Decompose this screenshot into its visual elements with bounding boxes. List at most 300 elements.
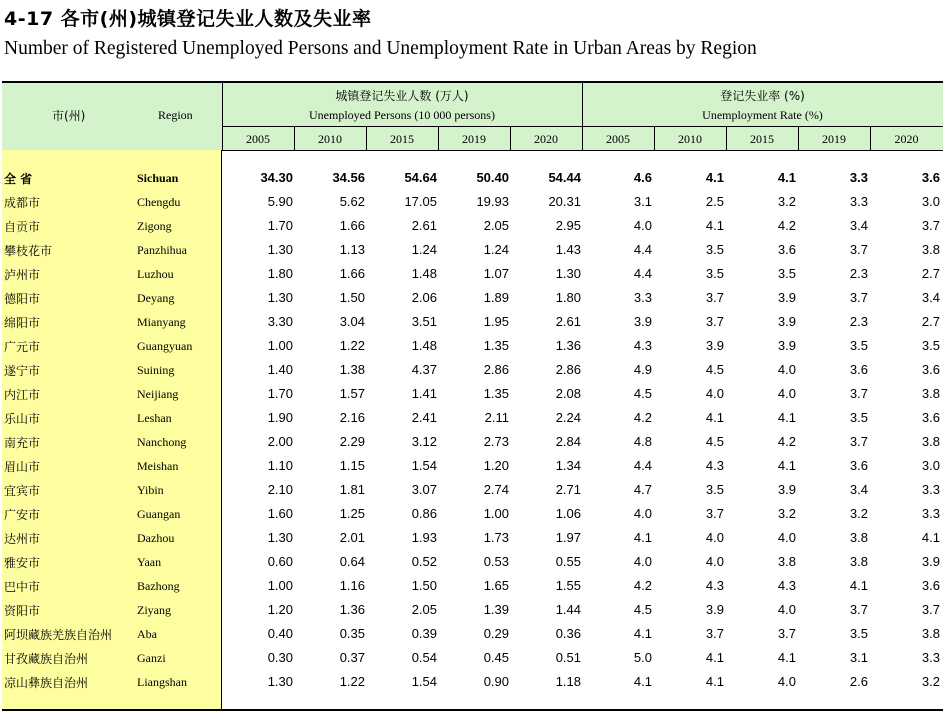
region-name-cn: 乐山市 <box>4 412 41 426</box>
unemployed-persons-cell: 1.36 <box>555 338 581 353</box>
table-row <box>0 286 943 310</box>
region-name-cn: 绵阳市 <box>4 316 41 330</box>
total-row <box>0 166 943 190</box>
unemployment-rate-cell: 4.0 <box>705 386 724 401</box>
region-name-en: Guangan <box>137 507 181 521</box>
unemployment-rate-cell: 3.7 <box>849 242 868 257</box>
unemployed-persons-cell: 0.90 <box>483 674 509 689</box>
unemployed-persons-cell: 54.64 <box>404 170 437 185</box>
unemployed-persons-cell: 2.61 <box>411 218 437 233</box>
unemployed-persons-cell: 1.25 <box>339 506 365 521</box>
unemployment-rate-cell: 4.0 <box>777 530 796 545</box>
unemployment-rate-cell: 4.0 <box>777 362 796 377</box>
unemployment-rate-cell: 4.5 <box>633 386 652 401</box>
unemployment-rate-cell: 3.7 <box>705 290 724 305</box>
year-divider <box>294 126 295 150</box>
unemployment-rate-cell: 3.6 <box>921 362 940 377</box>
unemployment-rate-cell: 2.5 <box>705 194 724 209</box>
bottom-rule <box>2 709 943 711</box>
unemployment-rate-cell: 3.9 <box>921 554 940 569</box>
unemployment-rate-cell: 4.4 <box>633 266 652 281</box>
table-row <box>0 262 943 286</box>
unemployment-rate-cell: 3.9 <box>777 482 796 497</box>
unemployed-persons-cell: 0.60 <box>267 554 293 569</box>
unemployed-persons-cell: 0.30 <box>267 650 293 665</box>
unemployment-rate-cell: 3.9 <box>777 314 796 329</box>
region-name-en: Ganzi <box>137 651 166 665</box>
unemployment-rate-cell: 3.5 <box>705 242 724 257</box>
unemployment-rate-cell: 3.5 <box>849 410 868 425</box>
unemployment-rate-cell: 4.1 <box>921 530 940 545</box>
unemployed-persons-cell: 2.61 <box>555 314 581 329</box>
unemployed-persons-cell: 2.05 <box>483 218 509 233</box>
unemployment-rate-cell: 4.0 <box>705 530 724 545</box>
unemployment-rate-cell: 4.0 <box>777 602 796 617</box>
table-title-cn: 4-17 各市(州)城镇登记失业人数及失业率 <box>4 8 372 30</box>
table-row <box>0 622 943 646</box>
unemployment-rate-cell: 4.6 <box>633 170 652 185</box>
unemployment-rate-cell: 4.3 <box>777 578 796 593</box>
unemployed-persons-cell: 1.60 <box>267 506 293 521</box>
unemployed-persons-cell: 5.62 <box>339 194 365 209</box>
region-name-cn: 自贡市 <box>4 220 41 234</box>
unemployed-persons-cell: 1.50 <box>339 290 365 305</box>
header-year: 2010 <box>678 132 702 146</box>
unemployment-rate-cell: 3.6 <box>777 242 796 257</box>
region-name-cn: 凉山彝族自治州 <box>4 676 89 690</box>
unemployed-persons-cell: 2.00 <box>267 434 293 449</box>
unemployed-persons-cell: 0.64 <box>339 554 365 569</box>
unemployed-persons-cell: 3.51 <box>411 314 437 329</box>
unemployment-rate-cell: 4.0 <box>633 506 652 521</box>
unemployment-rate-cell: 3.5 <box>921 338 940 353</box>
unemployed-persons-cell: 1.34 <box>555 458 581 473</box>
unemployed-persons-cell: 3.12 <box>411 434 437 449</box>
unemployed-persons-cell: 1.70 <box>267 386 293 401</box>
unemployment-rate-cell: 3.8 <box>921 434 940 449</box>
unemployed-persons-cell: 2.86 <box>483 362 509 377</box>
unemployment-rate-cell: 4.1 <box>777 170 796 185</box>
unemployment-rate-cell: 3.7 <box>921 218 940 233</box>
unemployment-rate-cell: 3.6 <box>849 362 868 377</box>
unemployed-persons-cell: 0.86 <box>411 506 437 521</box>
unemployed-persons-cell: 1.35 <box>483 338 509 353</box>
region-name-en: Suining <box>137 363 175 377</box>
unemployment-rate-cell: 3.8 <box>921 242 940 257</box>
unemployment-rate-cell: 3.3 <box>849 194 868 209</box>
unemployed-persons-cell: 2.86 <box>555 362 581 377</box>
unemployment-rate-cell: 5.0 <box>633 650 652 665</box>
region-name-cn: 遂宁市 <box>4 364 41 378</box>
region-name-cn: 宜宾市 <box>4 484 41 498</box>
table-row <box>0 214 943 238</box>
region-name-en: Meishan <box>137 459 179 473</box>
unemployment-rate-cell: 4.9 <box>633 362 652 377</box>
table-row <box>0 478 943 502</box>
unemployment-rate-cell: 3.9 <box>633 314 652 329</box>
unemployed-persons-cell: 1.30 <box>267 674 293 689</box>
unemployed-persons-cell: 2.71 <box>555 482 581 497</box>
table-row <box>0 574 943 598</box>
unemployment-rate-cell: 4.2 <box>633 578 652 593</box>
unemployed-persons-cell: 3.30 <box>267 314 293 329</box>
year-divider <box>366 126 367 150</box>
unemployed-persons-cell: 0.29 <box>483 626 509 641</box>
unemployed-persons-cell: 1.15 <box>339 458 365 473</box>
unemployed-persons-cell: 1.35 <box>483 386 509 401</box>
unemployment-rate-cell: 3.7 <box>705 626 724 641</box>
header-persons-en: Unemployed Persons (10 000 persons) <box>309 108 495 122</box>
unemployed-persons-cell: 20.31 <box>548 194 581 209</box>
unemployed-persons-cell: 2.06 <box>411 290 437 305</box>
unemployment-rate-cell: 3.3 <box>921 482 940 497</box>
region-name-en: Guangyuan <box>137 339 193 353</box>
unemployed-persons-cell: 0.40 <box>267 626 293 641</box>
header-rate-en: Unemployment Rate (%) <box>702 108 823 122</box>
unemployment-rate-cell: 3.9 <box>777 338 796 353</box>
unemployment-rate-cell: 3.7 <box>849 434 868 449</box>
region-name-en: Luzhou <box>137 267 174 281</box>
unemployment-rate-cell: 3.4 <box>849 218 868 233</box>
region-name-cn: 内江市 <box>4 388 41 402</box>
unemployment-rate-cell: 4.7 <box>633 482 652 497</box>
unemployed-persons-cell: 1.38 <box>339 362 365 377</box>
unemployment-rate-cell: 2.3 <box>849 314 868 329</box>
unemployed-persons-cell: 1.00 <box>267 578 293 593</box>
unemployment-rate-cell: 4.1 <box>705 218 724 233</box>
unemployment-rate-cell: 3.2 <box>849 506 868 521</box>
region-name-en: Nanchong <box>137 435 187 449</box>
unemployed-persons-cell: 54.44 <box>548 170 581 185</box>
unemployed-persons-cell: 3.04 <box>339 314 365 329</box>
unemployed-persons-cell: 1.40 <box>267 362 293 377</box>
unemployment-rate-cell: 4.5 <box>633 602 652 617</box>
unemployed-persons-cell: 1.55 <box>555 578 581 593</box>
unemployment-rate-cell: 2.3 <box>849 266 868 281</box>
unemployment-rate-cell: 3.6 <box>921 578 940 593</box>
table-row <box>0 526 943 550</box>
unemployment-rate-cell: 3.7 <box>849 386 868 401</box>
unemployment-rate-cell: 4.1 <box>633 530 652 545</box>
unemployed-persons-cell: 1.24 <box>411 242 437 257</box>
region-name-en: Yaan <box>137 555 162 569</box>
unemployment-rate-cell: 2.7 <box>921 314 940 329</box>
region-name-en: Zigong <box>137 219 172 233</box>
unemployment-rate-cell: 3.5 <box>849 338 868 353</box>
unemployment-rate-cell: 3.3 <box>921 506 940 521</box>
unemployed-persons-cell: 2.05 <box>411 602 437 617</box>
region-name-cn: 南充市 <box>4 436 41 450</box>
unemployment-rate-cell: 3.5 <box>777 266 796 281</box>
unemployed-persons-cell: 34.56 <box>332 170 365 185</box>
unemployed-persons-cell: 1.70 <box>267 218 293 233</box>
unemployed-persons-cell: 2.11 <box>484 410 509 425</box>
unemployed-persons-cell: 1.80 <box>267 266 293 281</box>
region-name-en: Ziyang <box>137 603 171 617</box>
region-name-cn: 攀枝花市 <box>4 244 53 258</box>
unemployed-persons-cell: 1.57 <box>339 386 365 401</box>
unemployment-rate-cell: 4.0 <box>633 554 652 569</box>
unemployment-rate-cell: 3.8 <box>849 530 868 545</box>
unemployed-persons-cell: 1.41 <box>411 386 437 401</box>
header-year: 2005 <box>606 132 630 146</box>
region-name-cn: 甘孜藏族自治州 <box>4 652 89 666</box>
unemployed-persons-cell: 2.08 <box>555 386 581 401</box>
unemployed-persons-cell: 0.35 <box>339 626 365 641</box>
unemployment-rate-cell: 4.3 <box>705 458 724 473</box>
unemployment-rate-cell: 3.2 <box>921 674 940 689</box>
unemployment-rate-cell: 3.0 <box>921 458 940 473</box>
unemployment-rate-cell: 3.9 <box>705 338 724 353</box>
unemployed-persons-cell: 1.30 <box>267 530 293 545</box>
header-year: 2020 <box>894 132 919 146</box>
unemployment-rate-cell: 4.5 <box>705 434 724 449</box>
unemployment-rate-cell: 4.4 <box>633 458 652 473</box>
unemployed-persons-cell: 0.52 <box>411 554 437 569</box>
unemployed-persons-cell: 19.93 <box>476 194 509 209</box>
unemployed-persons-cell: 1.06 <box>555 506 581 521</box>
unemployed-persons-cell: 1.48 <box>411 338 437 353</box>
header-region-en: Region <box>158 108 193 122</box>
table-row <box>0 550 943 574</box>
unemployment-rate-cell: 3.8 <box>777 554 796 569</box>
unemployed-persons-cell: 2.73 <box>483 434 509 449</box>
table-row <box>0 190 943 214</box>
unemployed-persons-cell: 2.84 <box>555 434 581 449</box>
unemployment-rate-cell: 4.0 <box>633 218 652 233</box>
unemployed-persons-cell: 1.48 <box>411 266 437 281</box>
unemployed-persons-cell: 1.43 <box>555 242 581 257</box>
unemployment-rate-cell: 4.0 <box>777 674 796 689</box>
unemployed-persons-cell: 1.66 <box>339 266 365 281</box>
unemployment-rate-cell: 4.2 <box>777 218 796 233</box>
table-header <box>2 83 943 150</box>
unemployed-persons-cell: 2.29 <box>339 434 365 449</box>
unemployed-persons-cell: 1.89 <box>483 290 509 305</box>
unemployment-rate-cell: 4.1 <box>705 170 724 185</box>
unemployed-persons-cell: 1.13 <box>339 242 365 257</box>
unemployed-persons-cell: 1.66 <box>339 218 365 233</box>
region-name-en: Liangshan <box>137 675 187 689</box>
unemployed-persons-cell: 2.10 <box>267 482 293 497</box>
unemployment-rate-cell: 4.2 <box>777 434 796 449</box>
region-name-cn: 泸州市 <box>4 268 41 282</box>
unemployment-rate-cell: 4.1 <box>705 674 724 689</box>
unemployment-rate-cell: 3.9 <box>705 602 724 617</box>
unemployment-rate-cell: 3.4 <box>921 290 940 305</box>
unemployed-persons-cell: 1.54 <box>411 674 437 689</box>
unemployed-persons-cell: 1.16 <box>339 578 365 593</box>
unemployment-rate-cell: 3.7 <box>849 602 868 617</box>
region-name-en: Yibin <box>137 483 164 497</box>
table-row <box>0 238 943 262</box>
unemployed-persons-cell: 17.05 <box>404 194 437 209</box>
unemployed-persons-cell: 1.90 <box>267 410 293 425</box>
unemployment-rate-cell: 3.7 <box>921 602 940 617</box>
unemployment-rate-cell: 3.3 <box>921 650 940 665</box>
year-divider <box>510 126 511 150</box>
region-name-cn: 广元市 <box>4 340 41 354</box>
unemployment-rate-cell: 4.0 <box>777 386 796 401</box>
region-name-en: Dazhou <box>137 531 175 545</box>
unemployment-rate-cell: 3.5 <box>849 626 868 641</box>
unemployment-rate-cell: 4.5 <box>705 362 724 377</box>
unemployed-persons-cell: 2.16 <box>339 410 365 425</box>
header-year: 2020 <box>534 132 558 146</box>
header-year: 2015 <box>390 132 414 146</box>
unemployed-persons-cell: 0.55 <box>555 554 581 569</box>
unemployed-persons-cell: 2.41 <box>411 410 437 425</box>
table-row <box>0 430 943 454</box>
table-row <box>0 646 943 670</box>
unemployment-rate-cell: 3.6 <box>921 410 940 425</box>
unemployment-rate-cell: 4.1 <box>633 626 652 641</box>
table-row <box>0 502 943 526</box>
unemployment-rate-cell: 4.4 <box>633 242 652 257</box>
unemployed-persons-cell: 0.53 <box>483 554 509 569</box>
unemployed-persons-cell: 1.73 <box>483 530 509 545</box>
unemployment-rate-cell: 3.3 <box>633 290 652 305</box>
unemployment-rate-cell: 3.2 <box>777 506 796 521</box>
unemployed-persons-cell: 34.30 <box>260 170 293 185</box>
table-row <box>0 406 943 430</box>
region-name-en: Chengdu <box>137 195 181 209</box>
header-persons-cn: 城镇登记失业人数 (万人) <box>335 89 469 103</box>
unemployed-persons-cell: 5.90 <box>267 194 293 209</box>
region-name-cn: 资阳市 <box>4 604 41 618</box>
unemployed-persons-cell: 1.30 <box>267 290 293 305</box>
table-row <box>0 598 943 622</box>
unemployed-persons-cell: 3.07 <box>411 482 437 497</box>
unemployed-persons-cell: 1.81 <box>339 482 365 497</box>
unemployed-persons-cell: 1.39 <box>483 602 509 617</box>
region-name-en: Bazhong <box>137 579 180 593</box>
year-divider <box>798 126 799 150</box>
unemployment-rate-cell: 3.7 <box>705 314 724 329</box>
region-name-cn: 眉山市 <box>4 460 41 474</box>
unemployment-rate-cell: 3.6 <box>849 458 868 473</box>
unemployed-persons-cell: 2.24 <box>555 410 581 425</box>
unemployed-persons-cell: 2.74 <box>483 482 509 497</box>
unemployed-persons-cell: 1.24 <box>483 242 509 257</box>
region-name-en: Sichuan <box>137 171 179 185</box>
unemployment-rate-cell: 4.1 <box>777 458 796 473</box>
unemployment-rate-cell: 4.3 <box>633 338 652 353</box>
region-name-cn: 全 省 <box>4 172 33 186</box>
unemployment-rate-cell: 4.1 <box>849 578 868 593</box>
unemployed-persons-cell: 2.95 <box>555 218 581 233</box>
unemployed-persons-cell: 0.54 <box>411 650 437 665</box>
unemployment-rate-cell: 3.2 <box>777 194 796 209</box>
unemployment-rate-cell: 3.7 <box>777 626 796 641</box>
header-year: 2005 <box>246 132 270 146</box>
unemployment-rate-cell: 3.0 <box>921 194 940 209</box>
unemployment-rate-cell: 4.2 <box>633 410 652 425</box>
header-year-rule <box>222 126 943 127</box>
table-row <box>0 358 943 382</box>
year-divider <box>870 126 871 150</box>
unemployed-persons-cell: 1.54 <box>411 458 437 473</box>
header-city-cn: 市(州) <box>52 109 86 123</box>
region-name-en: Aba <box>137 627 157 641</box>
table-row <box>0 310 943 334</box>
unemployed-persons-cell: 1.22 <box>339 674 365 689</box>
unemployed-persons-cell: 0.45 <box>483 650 509 665</box>
unemployed-persons-cell: 1.00 <box>267 338 293 353</box>
region-name-en: Leshan <box>137 411 172 425</box>
unemployment-rate-cell: 3.8 <box>921 386 940 401</box>
unemployment-rate-cell: 3.1 <box>849 650 868 665</box>
unemployment-rate-cell: 3.6 <box>921 170 940 185</box>
region-name-cn: 雅安市 <box>4 556 41 570</box>
unemployed-persons-cell: 50.40 <box>476 170 509 185</box>
unemployed-persons-cell: 1.10 <box>267 458 293 473</box>
unemployed-persons-cell: 1.95 <box>483 314 509 329</box>
unemployment-rate-cell: 3.5 <box>705 266 724 281</box>
unemployed-persons-cell: 1.97 <box>555 530 581 545</box>
unemployment-rate-cell: 4.1 <box>777 410 796 425</box>
unemployed-persons-cell: 0.39 <box>411 626 437 641</box>
region-name-cn: 阿坝藏族羌族自治州 <box>4 628 113 642</box>
unemployment-rate-cell: 4.1 <box>705 650 724 665</box>
unemployment-rate-cell: 4.0 <box>705 554 724 569</box>
region-name-en: Mianyang <box>137 315 186 329</box>
unemployment-rate-cell: 4.1 <box>777 650 796 665</box>
unemployed-persons-cell: 0.37 <box>339 650 365 665</box>
header-year: 2015 <box>750 132 774 146</box>
unemployed-persons-cell: 0.51 <box>555 650 581 665</box>
unemployment-rate-cell: 4.8 <box>633 434 652 449</box>
unemployed-persons-cell: 1.50 <box>411 578 437 593</box>
year-divider <box>438 126 439 150</box>
table-title-en: Number of Registered Unemployed Persons and Unemployment Rate in Urban Areas by Region <box>4 38 757 59</box>
header-year: 2019 <box>822 132 846 146</box>
unemployment-rate-cell: 3.8 <box>921 626 940 641</box>
unemployed-persons-cell: 4.37 <box>411 362 437 377</box>
unemployment-rate-cell: 4.1 <box>705 410 724 425</box>
unemployed-persons-cell: 1.65 <box>483 578 509 593</box>
table-row <box>0 454 943 478</box>
unemployment-rate-cell: 3.4 <box>849 482 868 497</box>
unemployment-rate-cell: 4.1 <box>633 674 652 689</box>
unemployment-rate-cell: 3.3 <box>849 170 868 185</box>
table-row <box>0 670 943 694</box>
unemployment-rate-cell: 3.5 <box>705 482 724 497</box>
unemployed-persons-cell: 1.30 <box>267 242 293 257</box>
region-name-en: Panzhihua <box>137 243 187 257</box>
unemployed-persons-cell: 1.00 <box>483 506 509 521</box>
unemployed-persons-cell: 1.22 <box>339 338 365 353</box>
unemployment-rate-cell: 3.7 <box>705 506 724 521</box>
unemployed-persons-cell: 1.20 <box>483 458 509 473</box>
region-name-cn: 广安市 <box>4 508 41 522</box>
unemployment-rate-cell: 3.8 <box>849 554 868 569</box>
table-row <box>0 334 943 358</box>
unemployed-persons-cell: 1.30 <box>555 266 581 281</box>
year-divider <box>654 126 655 150</box>
unemployment-rate-cell: 2.6 <box>849 674 868 689</box>
unemployment-rate-cell: 3.9 <box>777 290 796 305</box>
table-row <box>0 382 943 406</box>
year-divider <box>726 126 727 150</box>
unemployed-persons-cell: 1.93 <box>411 530 437 545</box>
region-name-cn: 成都市 <box>4 196 41 210</box>
region-name-cn: 巴中市 <box>4 580 41 594</box>
unemployed-persons-cell: 1.44 <box>555 602 581 617</box>
header-rate-cn: 登记失业率 (%) <box>720 89 805 103</box>
unemployment-rate-cell: 4.3 <box>705 578 724 593</box>
region-name-en: Deyang <box>137 291 175 305</box>
